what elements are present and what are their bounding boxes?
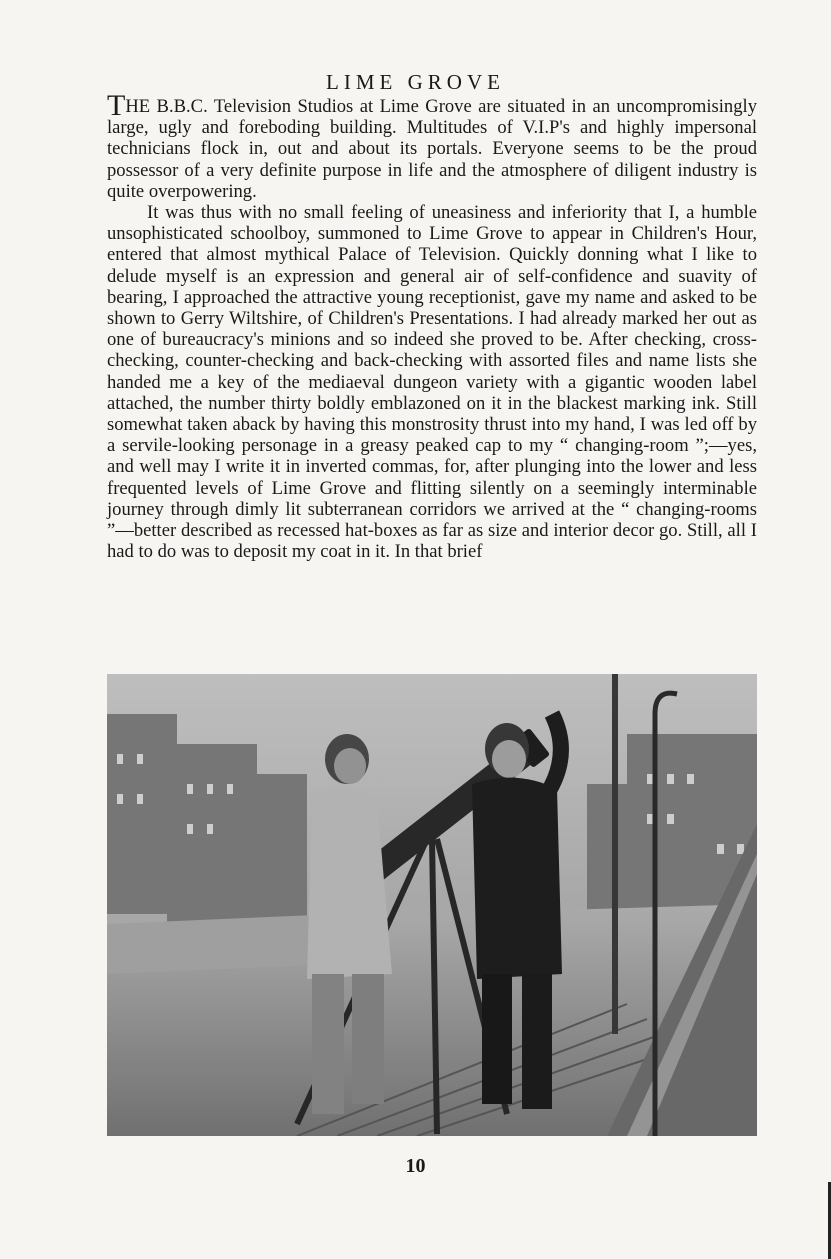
- article-body: [107, 89, 757, 563]
- drop-cap: T: [107, 89, 126, 122]
- paragraph-1-text: HE B.B.C. Television Studios at Lime Grove are situated in an uncompromisingly large, ugly and foreboding building. Multitudes of V.I.P's and highly impersonal technicians flock in, out and about its portals. Everyone seems to be the proud possessor of a very definite purpose in life and the atmosphere of diligent industry is quite overpowering.: [107, 96, 757, 202]
- photograph-image: [107, 674, 757, 1136]
- paragraph-1: [107, 89, 757, 202]
- page-title: LIME GROVE: [326, 70, 505, 94]
- page-number: 10: [405, 1155, 426, 1177]
- paragraph-2: It was thus with no small feeling of uneasiness and inferiority that I, a humble unsophisticated schoolboy, summoned to Lime Grove to appear in Children's Hour, entered that almost mythical Palace of Television. Quickly donning what I like to delude myself is an expression and general air of self-confidence and suavity of bearing, I approached the attractive young receptionist, gave my name and asked to be shown to Gerry Wiltshire, of Children's Presentations. I had already marked her out as one of bureaucracy's minions and so indeed she proved to be. After checking, cross-checking, counter-checking and back-checking with assorted files and name lists she handed me a key of the mediaeval dungeon variety with a gigantic wooden label attached, the number thirty boldly emblazoned on it in the blackest marking ink. Still somewhat taken aback by having this monstrosity thrust into my hand, I was led off by a servile-looking personage in a greasy peaked cap to my “ changing-room ”;—yes, and well may I write it in inverted commas, for, after plunging into the lower and less frequented levels of Lime Grove and flitting silently on a seemingly interminable journey through dimly lit subterranean corridors we arrived at the “ changing-rooms ”—better described as recessed hat-boxes as far as size and interior decor go. Still, all I had to do was to deposit my coat in it. In that brief: [107, 202, 757, 563]
- photograph-telescope-rooftop: [107, 674, 757, 1136]
